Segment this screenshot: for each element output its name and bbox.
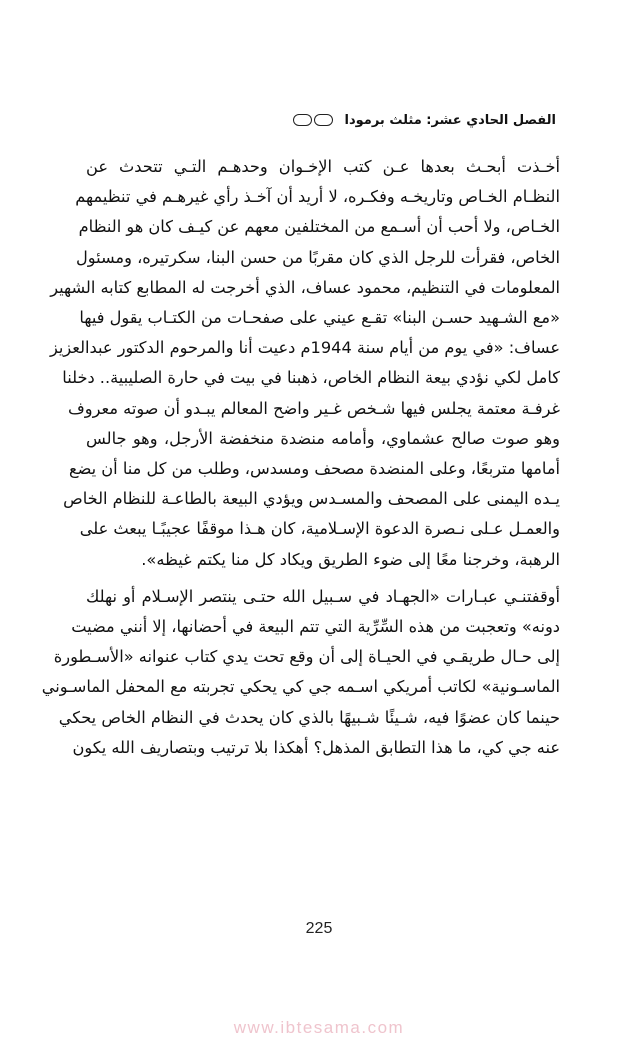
watermark-url: www.ibtesama.com bbox=[233, 1018, 405, 1037]
text-line: أوقفتنـي عبـارات «الجهـاد في سـبيل الله حتـى ينتصر الإسـلام أو نهلك bbox=[86, 586, 560, 606]
text-line: «مع الشـهيد حسـن البنا» تقـع عيني على صفحـات من الكتـاب يقول فيها bbox=[79, 308, 560, 328]
text-line: إلى حـال طريقـي في الحيـاة إلى أن وقع تحت يدي كتاب عنوانه «الأسـطورة bbox=[53, 647, 560, 667]
pill-right-shape bbox=[314, 114, 333, 126]
text-line: المعلومات في التنظيم، محمود عساف، الذي أخرجت له المطابع كتابه الشهير bbox=[50, 277, 560, 297]
text-line: أمامها متربعًا، وعلى المنضدة مصحف ومسدس، وطلب من كل منا أن يضع bbox=[68, 459, 560, 479]
body-text bbox=[41, 152, 560, 763]
text-line: حينما كان عضوًا فيه، شـيئًا شـبيهًا بالذي كان يحدث في النظام الخاص يحكي bbox=[58, 707, 560, 727]
paragraph bbox=[49, 152, 560, 575]
pill-left-shape bbox=[293, 114, 312, 126]
text-line: وهو صوت صالح عشماوي، وأمامه منضدة منخفضة الأرجل، وهو جالس bbox=[86, 428, 560, 448]
paragraph bbox=[41, 582, 560, 763]
chapter-title: الفصل الحادي عشر: مثلث برمودا bbox=[344, 112, 556, 128]
page-number: 225 bbox=[305, 920, 333, 937]
text-line: عنه جي كي، ما هذا التطابق المذهل؟ أهكذا بلا ترتيب وبتصاريف الله يكون bbox=[72, 737, 560, 757]
running-header bbox=[96, 108, 556, 132]
text-line: والعمـل عـلى نـصرة الدعوة الإسـلامية، كان هـذا موقفًا عجيبًـا يبعث على bbox=[79, 519, 560, 539]
text-line: غرفـة معتمة يجلس فيها شـخص غـير واضح المعالم يبـدو أن صوته معروف bbox=[67, 398, 560, 418]
text-line: الماسـونية» لكاتب أمريكي اسـمه جي كي يحكي تجربته مع المحفل الماسـوني bbox=[41, 677, 560, 697]
text-line: يـده اليمنى على المصحف والمسـدس ويؤدي البيعة بالطاعـة للنظام الخاص bbox=[63, 489, 560, 509]
text-line: الخاص، فقرأت للرجل الذي كان مقربًا من حسن البنا، سكرتيره، ومسئول bbox=[75, 247, 560, 267]
text-line: دونه» وتعجبت من هذه السِّرِّية التي تتم البيعة في أحضانها، إلا أنني مضيت bbox=[71, 617, 560, 637]
text-line: أخـذت أبحـث بعدها عـن كتب الإخـوان وحدهـم التـي تتحدث عن bbox=[86, 157, 560, 176]
text-line: النظـام الخـاص وتاريخـه وفكـره، لا أريد أن آخـذ رأي غيرهـم في تنظيمهم bbox=[75, 187, 560, 207]
text-line: الرهبة، وخرجنا معًا إلى ضوء الطريق ويكاد كل منا يكتم غيظه». bbox=[141, 549, 560, 569]
text-line: الخـاص، ولا أحب أن أسـمع من المختلفين معهم عن كيـف كان هو النظام bbox=[78, 217, 560, 237]
text-line: كامل لكي نؤدي بيعة النظام الخاص، ذهبنا في بيت في حارة الصليبية.. دخلنا bbox=[62, 368, 560, 388]
text-line: عساف: «في يوم من أيام سنة 1944م دعيت أنا والمرحوم الدكتور عبدالعزيز bbox=[49, 338, 560, 358]
double-pill-ornament-icon bbox=[291, 114, 333, 126]
paragraph-gap bbox=[86, 575, 560, 582]
